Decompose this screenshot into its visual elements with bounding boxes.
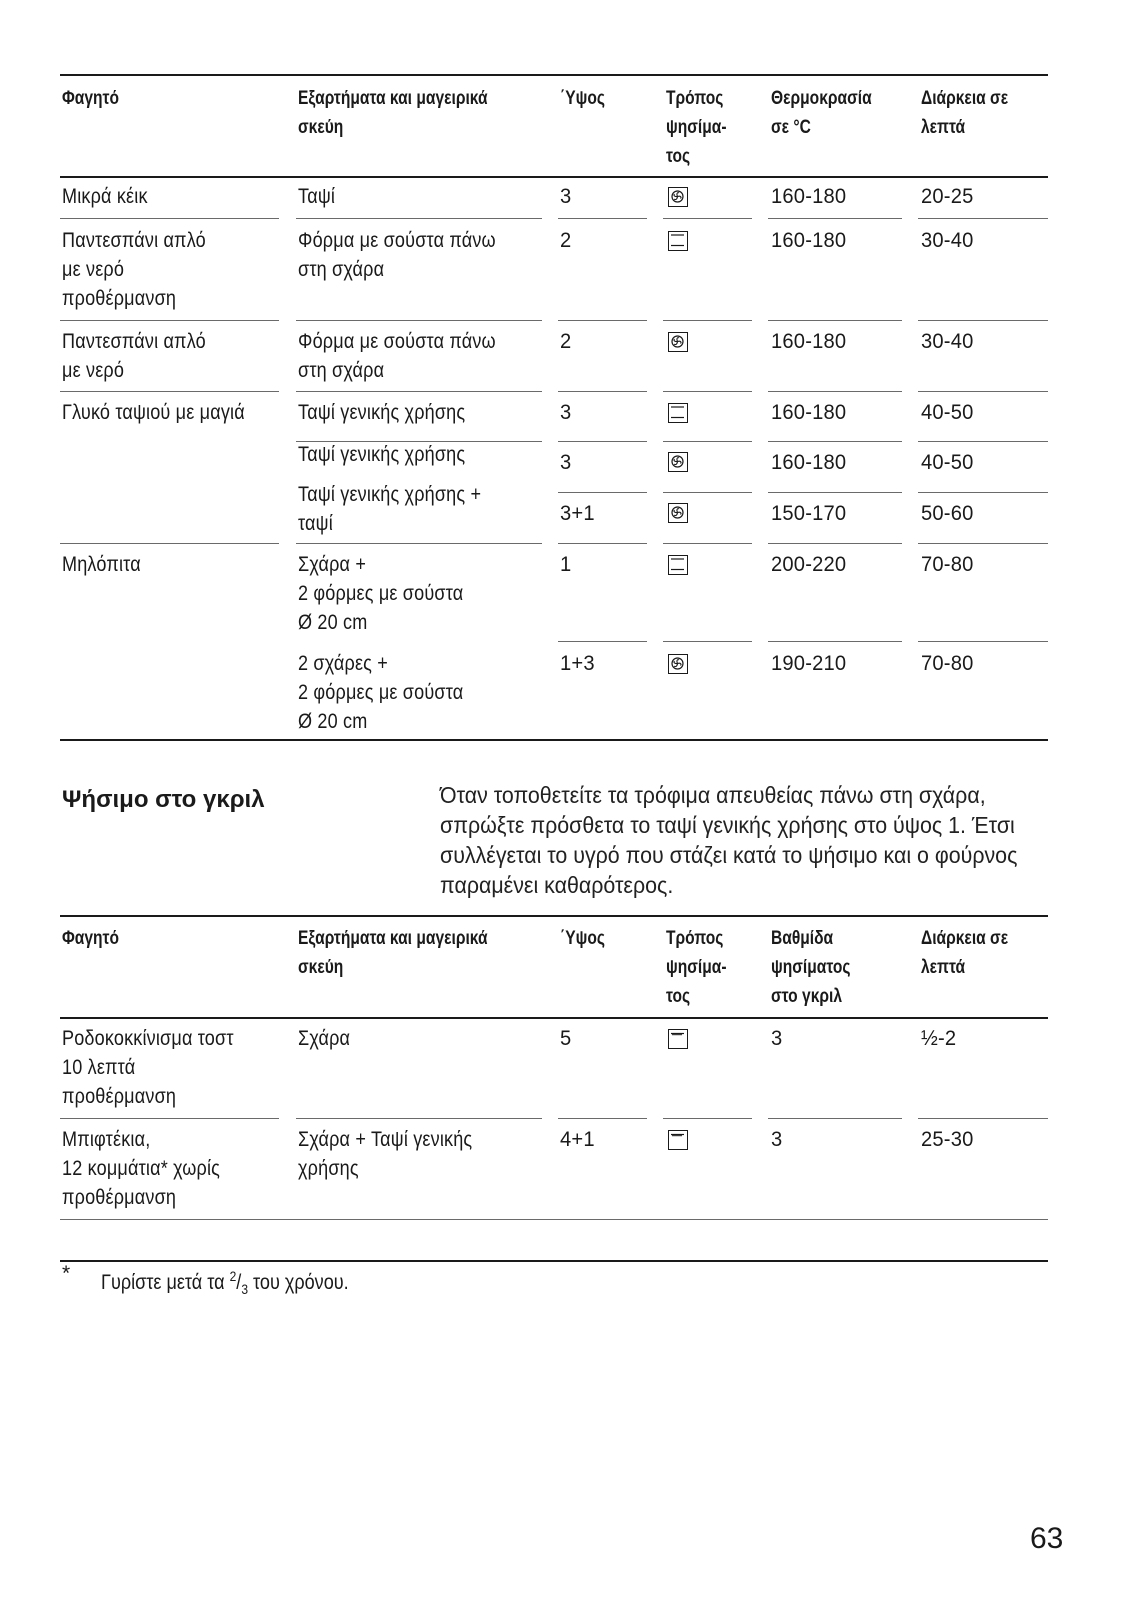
header-food: Φαγητό	[62, 928, 120, 949]
cell-accessories: Ταψί γενικής χρήσης	[298, 401, 466, 424]
header-accessories: Εξαρτήματα και μαγειρικά σκεύη	[298, 928, 488, 978]
page-number: 63	[1030, 1522, 1064, 1555]
hot-air-icon	[668, 452, 688, 472]
row-rule	[918, 543, 1048, 544]
cell-temperature: 190-210	[771, 652, 847, 675]
row-rule	[768, 641, 902, 642]
cell-accessories: Ταψί	[298, 185, 336, 208]
cell-accessories: Σχάρα + Ταψί γενικής χρήσης	[298, 1128, 473, 1180]
row-rule	[768, 391, 902, 392]
row-rule	[296, 543, 542, 544]
row-rule	[918, 441, 1048, 442]
cell-food: Ροδοκοκκίνισμα τοστ 10 λεπτά προθέρμανση	[62, 1027, 234, 1108]
row-rule	[663, 320, 752, 321]
cell-food: Παντεσπάνι απλό με νερό	[62, 330, 206, 382]
header-temperature: Θερμοκρασία σε °C	[771, 88, 872, 138]
cell-food: Γλυκό ταψιού με μαγιά	[62, 401, 245, 424]
row-rule	[663, 391, 752, 392]
header-duration: Διάρκεια σε λεπτά	[921, 928, 1009, 978]
footnote-text-before: Γυρίστε μετά τα	[101, 1271, 230, 1294]
row-rule	[918, 492, 1048, 493]
cell-duration: 20-25	[921, 185, 974, 208]
row-rule	[768, 543, 902, 544]
cell-food: Παντεσπάνι απλό με νερό προθέρμανση	[62, 229, 206, 310]
cell-temperature: 160-180	[771, 330, 847, 353]
row-rule	[768, 1118, 902, 1119]
grill-icon	[668, 1029, 688, 1049]
section-intro: Όταν τοποθετείτε τα τρόφιμα απευθείας πάνω στη σχάρα, σπρώξτε πρόσθετα το ταψί γενικής χρήσης στο ύψος 1. Έτσι συλλέγεται το υγρό που στάζει κατά το ψήσιμο και ο φούρνος παραμένει καθαρότερος.	[440, 782, 1018, 898]
cell-accessories: Φόρμα με σούστα πάνω στη σχάρα	[298, 330, 496, 382]
header-height: ΄Υψος	[560, 88, 605, 109]
hot-air-icon	[668, 332, 688, 352]
row-rule	[918, 391, 1048, 392]
row-rule	[558, 641, 647, 642]
header-grill-level: Βαθμίδα ψησίματος στο γκριλ	[771, 928, 851, 1007]
row-rule	[768, 492, 902, 493]
header-accessories: Εξαρτήματα και μαγειρικά σκεύη	[298, 88, 488, 138]
cell-duration: 25-30	[921, 1128, 974, 1151]
row-rule	[768, 320, 902, 321]
cell-accessories: Σχάρα + 2 φόρμες με σούστα Ø 20 cm	[298, 553, 464, 634]
row-rule	[60, 218, 279, 219]
cell-temperature: 150-170	[771, 502, 847, 525]
cell-temperature: 200-220	[771, 553, 847, 576]
row-rule	[918, 320, 1048, 321]
cell-accessories: Φόρμα με σούστα πάνω στη σχάρα	[298, 229, 496, 281]
cell-food: Μηλόπιτα	[62, 553, 141, 576]
cell-duration: 30-40	[921, 229, 974, 252]
cell-duration: 40-50	[921, 401, 974, 424]
row-rule	[918, 1118, 1048, 1119]
grill-icon	[668, 1130, 688, 1150]
table-top-rule	[60, 915, 1048, 917]
header-rule	[60, 176, 1048, 178]
row-rule	[768, 441, 902, 442]
cell-food: Μπιφτέκια, 12 κομμάτια* χωρίς προθέρμανση	[62, 1128, 221, 1209]
row-rule	[296, 1118, 542, 1119]
row-rule	[296, 218, 542, 219]
cell-grill-level: 3	[771, 1027, 783, 1050]
top-bottom-heat-icon	[668, 555, 688, 575]
cell-duration: 30-40	[921, 330, 974, 353]
cell-accessories: 2 σχάρες + 2 φόρμες με σούστα Ø 20 cm	[298, 652, 464, 733]
cell-height: 3	[560, 185, 572, 208]
row-rule	[558, 492, 647, 493]
cell-height: 3	[560, 401, 572, 424]
table-bottom-rule	[60, 1260, 1048, 1262]
hot-air-icon	[668, 187, 688, 207]
header-mode: Τρόπος ψησίμα- τος	[666, 928, 727, 1007]
row-rule	[60, 1219, 1048, 1220]
row-rule	[558, 320, 647, 321]
row-rule	[768, 218, 902, 219]
hot-air-icon	[668, 503, 688, 523]
row-rule	[558, 441, 647, 442]
row-rule	[558, 218, 647, 219]
header-duration: Διάρκεια σε λεπτά	[921, 88, 1009, 138]
row-rule	[558, 391, 647, 392]
hot-air-icon	[668, 654, 688, 674]
cell-height: 2	[560, 330, 572, 353]
row-rule	[663, 218, 752, 219]
cell-temperature: 160-180	[771, 229, 847, 252]
row-rule	[663, 543, 752, 544]
cell-temperature: 160-180	[771, 401, 847, 424]
cell-accessories: Ταψί γενικής χρήσης + ταψί	[298, 483, 482, 535]
cell-height: 2	[560, 229, 572, 252]
row-rule	[663, 641, 752, 642]
cell-duration: 70-80	[921, 553, 974, 576]
row-rule	[663, 1118, 752, 1119]
cell-grill-level: 3	[771, 1128, 783, 1151]
top-bottom-heat-icon	[668, 403, 688, 423]
row-rule	[60, 543, 279, 544]
row-rule	[60, 320, 279, 321]
row-rule	[558, 543, 647, 544]
cell-temperature: 160-180	[771, 185, 847, 208]
row-rule	[60, 1118, 279, 1119]
cell-height: 5	[560, 1027, 572, 1050]
header-rule	[60, 1017, 1048, 1019]
cell-duration: ½-2	[921, 1027, 957, 1050]
row-rule	[918, 641, 1048, 642]
cell-temperature: 160-180	[771, 451, 847, 474]
footnote: Γυρίστε μετά τα $^2/_3$ του χρόνου.	[101, 1268, 349, 1298]
cell-food: Μικρά κέικ	[62, 185, 148, 208]
cell-height: 4+1	[560, 1128, 595, 1151]
footnote-text-after: του χρόνου.	[248, 1271, 349, 1294]
row-rule	[558, 1118, 647, 1119]
cell-height: 1	[560, 553, 572, 576]
header-food: Φαγητό	[62, 88, 120, 109]
cell-accessories: Ταψί γενικής χρήσης	[298, 443, 466, 466]
row-rule	[296, 320, 542, 321]
fraction-numerator: 2	[229, 1268, 237, 1284]
row-rule	[663, 441, 752, 442]
cell-accessories: Σχάρα	[298, 1027, 351, 1050]
cell-duration: 50-60	[921, 502, 974, 525]
cell-height: 3	[560, 451, 572, 474]
row-rule	[663, 492, 752, 493]
row-rule	[918, 218, 1048, 219]
row-rule	[296, 391, 542, 392]
cell-duration: 70-80	[921, 652, 974, 675]
section-title: Ψήσιμο στο γκριλ	[62, 786, 265, 813]
table-top-rule	[60, 74, 1048, 76]
cell-duration: 40-50	[921, 451, 974, 474]
cell-height: 1+3	[560, 652, 595, 675]
header-mode: Τρόπος ψησίμα- τος	[666, 88, 727, 167]
fraction-denominator: 3	[241, 1281, 249, 1298]
cell-height: 3+1	[560, 502, 595, 525]
table-bottom-rule	[60, 739, 1048, 741]
row-rule	[60, 391, 279, 392]
footnote-marker: *	[62, 1262, 71, 1285]
top-bottom-heat-icon	[668, 231, 688, 251]
header-height: ΄Υψος	[560, 928, 605, 949]
